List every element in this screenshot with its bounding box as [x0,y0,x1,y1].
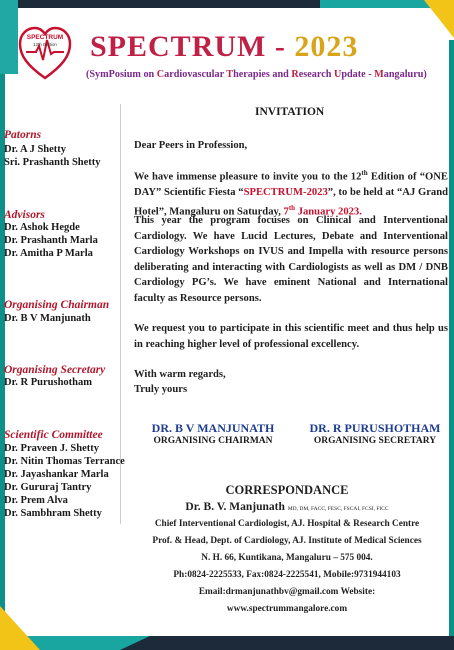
advisors-heading: Advisors [4,209,45,221]
advisor-name: Dr. Ashok Hegde [4,222,80,233]
signature-role: ORGANISING SECRETARY [313,436,437,446]
signature-secretary [300,421,450,446]
signature-role: ORGANISING CHAIRMAN [153,436,273,446]
committee-member: Dr. Sambhram Shetty [4,508,102,519]
logo-edition: 12th Edition [33,42,57,47]
invitation-heading: INVITATION [255,106,325,118]
correspondence-name-line [120,501,454,513]
patrons-heading: Patorns [4,129,42,141]
top-left-teal-accent [0,0,18,74]
correspondence-line2: Prof. & Head, Dept. of Cardiology, AJ. Institute of Medical Sciences [152,536,422,546]
chairman-heading: Organising Chairman [4,299,110,311]
committee-member: Dr. Nitin Thomas Terrance [4,456,125,467]
logo-text: SPECTRUM [26,34,64,41]
patron-name: Dr. A J Shetty [4,144,67,155]
salutation: Dear Peers in Profession, [134,140,248,151]
correspondence-line1: Chief Interventional Cardiologist, AJ. Hospital & Research Centre [154,519,420,529]
advisor-name: Dr. Amitha P Marla [4,248,93,259]
chairman-name: Dr. B V Manjunath [4,313,91,324]
signature-name: DR. B V MANJUNATH [151,421,275,435]
committee-member: Dr. Prem Alva [4,495,68,506]
advisor-name: Dr. Prashanth Marla [4,235,98,246]
signature-chairman [138,421,288,446]
secretary-name: Dr. R Purushotham [4,377,92,388]
closing-yours: Truly yours [134,384,188,395]
patron-name: Sri. Prashanth Shetty [4,157,101,168]
title-year: 2023 [294,30,359,63]
paragraph-program: This year the program focuses on Clinical and Interventional Cardiology. We have Lucid Lectures, Debate and Interventional Cardiology Workshops on IVUS and Impella with resource persons deliberating and interacting with Cardiologists as well as DM / DNB Cardiology PG’s. We have eminent National and International faculty as Resource persons. [134,215,448,304]
correspondence-address: N. H. 66, Kuntikana, Mangaluru – 575 004. [201,553,373,563]
correspondence-name: Dr. B. V. Manjunath [185,501,285,513]
closing-regards: With warm regards, [134,369,226,380]
paragraph-request: We request you to participate in this scientific meet and thus help us in reaching higher level of professional excellency. [134,323,448,350]
committee-member: Dr. Gururaj Tantry [4,482,92,493]
correspondence-degrees: MD, DM, FACC, FESC, FSCAI, FCSI, FICC [287,506,389,512]
bottom-left-yellow-accent [0,606,40,650]
committee-member: Dr. Jayashankar Marla [4,469,109,480]
correspondence-email[interactable]: Email:drmanjunathbv@gmail.com Website: [198,587,376,597]
paragraph-intro: We have immense pleasure to invite you to the 12th Edition of “ONE DAY” Scientific Fiesta “SPECTRUM-2023”, to be held at “AJ Grand Hotel”, Mangaluru on Saturday, 7th January 2023. [134,169,448,218]
correspondence-heading: CORRESPONDANCE [225,483,349,497]
signature-name: DR. R PURUSHOTHAM [309,421,441,435]
correspondence-website[interactable]: www.spectrummangalore.com [226,604,348,614]
event-title [90,30,358,64]
correspondence-phone: Ph:0824-2225533, Fax:0824-2225541, Mobile:9731944103 [173,570,401,580]
committee-member: Dr. Praveen J. Shetty [4,443,99,454]
committee-heading: Scientific Committee [4,429,103,441]
event-subtitle: (SymPosium on Cardiovascular Therapies and Research Update - Mangaluru) [86,69,427,80]
spectrum-logo [18,22,72,82]
title-main: SPECTRUM - [90,30,295,63]
secretary-heading: Organising Secretary [4,364,106,376]
